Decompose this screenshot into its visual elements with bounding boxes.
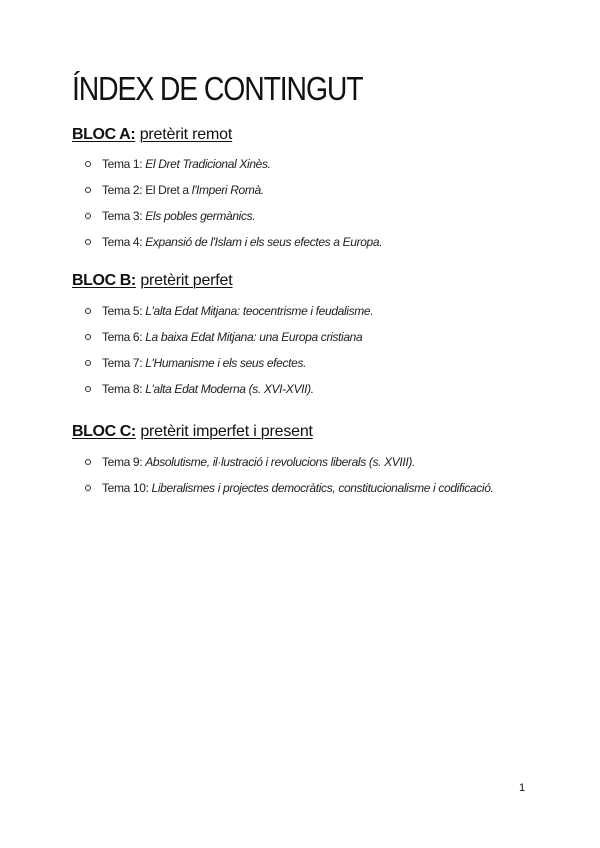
topic-description: Expansió de l'Islam i els seus efectes a Europa.: [145, 235, 383, 249]
topic-label: Tema 7:: [102, 356, 146, 370]
topic-label: Tema 5:: [102, 304, 146, 318]
block-b: [72, 270, 572, 402]
topic-description: La baixa Edat Mitjana: una Europa cristiana: [145, 330, 363, 344]
topic-item: [72, 376, 572, 402]
topic-description: L'alta Edat Mitjana: teocentrisme i feudalisme.: [145, 304, 374, 318]
topic-description: Els pobles germànics.: [145, 209, 256, 223]
block-code: BLOC B:: [72, 272, 136, 289]
block-heading: [72, 421, 572, 443]
block-name: pretèrit perfet: [140, 272, 233, 289]
hollow-bullet-icon: [85, 334, 91, 340]
topic-description: Liberalismes i projectes democràtics, constitucionalisme i codificació.: [151, 481, 494, 495]
hollow-bullet-icon: [85, 187, 91, 193]
topic-description: L'alta Edat Moderna (s. XVI-XVII).: [145, 382, 314, 396]
document-title: ÍNDEX DE CONTINGUT: [72, 70, 363, 107]
topic-item: [72, 475, 572, 501]
topic-label: Tema 4:: [102, 235, 146, 249]
hollow-bullet-icon: [85, 239, 91, 245]
topic-list: [72, 298, 572, 402]
topic-label: Tema 8:: [102, 382, 146, 396]
topic-item: [72, 203, 572, 229]
block-code: BLOC C:: [72, 423, 136, 440]
topic-description: l'Imperi Romà.: [191, 183, 264, 197]
topic-list: [72, 151, 572, 255]
topic-label: Tema 2: El Dret a: [102, 183, 192, 197]
block-name: pretèrit remot: [139, 126, 233, 143]
page-number: 1: [519, 782, 526, 794]
block-a: [72, 124, 572, 255]
topic-label: Tema 1:: [102, 157, 146, 171]
hollow-bullet-icon: [85, 161, 91, 167]
topic-label: Tema 6:: [102, 330, 146, 344]
hollow-bullet-icon: [85, 308, 91, 314]
block-c: [72, 421, 572, 501]
topic-item: [72, 449, 572, 475]
topic-description: Absolutisme, il·lustració i revolucions liberals (s. XVIII).: [145, 455, 415, 469]
topic-description: El Dret Tradicional Xinès.: [145, 157, 271, 171]
hollow-bullet-icon: [85, 459, 91, 465]
hollow-bullet-icon: [85, 386, 91, 392]
topic-item: [72, 298, 572, 324]
hollow-bullet-icon: [85, 485, 91, 491]
topic-label: Tema 9:: [102, 455, 146, 469]
topic-item: [72, 151, 572, 177]
topic-label: Tema 3:: [102, 209, 146, 223]
topic-item: [72, 350, 572, 376]
block-name: pretèrit imperfet i present: [140, 423, 313, 440]
block-heading: [72, 270, 572, 292]
topic-list: [72, 449, 572, 501]
topic-item: [72, 324, 572, 350]
block-code: BLOC A:: [72, 126, 136, 143]
topic-description: L'Humanisme i els seus efectes.: [145, 356, 307, 370]
topic-label: Tema 10:: [102, 481, 152, 495]
hollow-bullet-icon: [85, 360, 91, 366]
hollow-bullet-icon: [85, 213, 91, 219]
topic-item: [72, 177, 572, 203]
topic-item: [72, 229, 572, 255]
block-heading: [72, 124, 572, 146]
